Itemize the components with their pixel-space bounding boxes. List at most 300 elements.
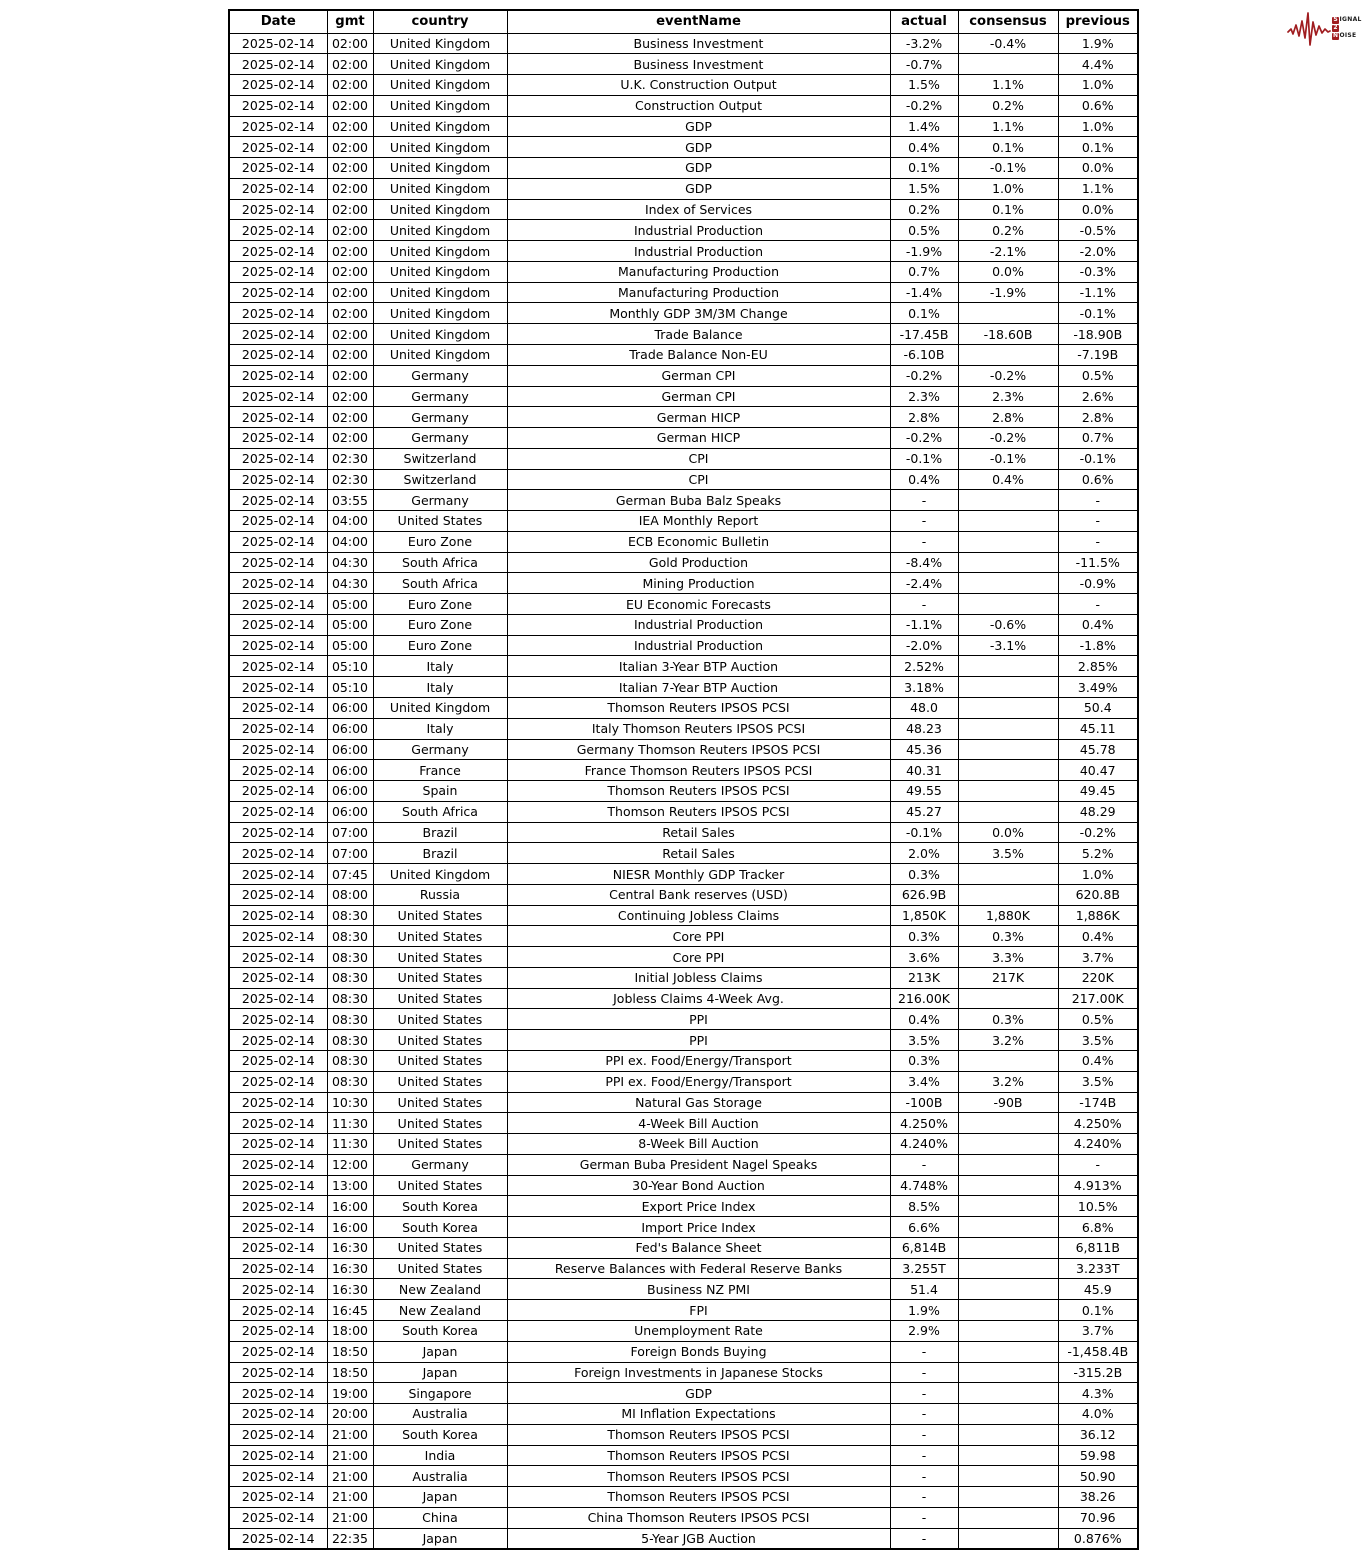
cell-gmt: 02:00 xyxy=(327,324,373,345)
cell-actual: 1.9% xyxy=(890,1300,958,1321)
cell-previous: -0.3% xyxy=(1058,261,1138,282)
cell-previous: 0.1% xyxy=(1058,1300,1138,1321)
cell-previous: 59.98 xyxy=(1058,1445,1138,1466)
cell-date: 2025-02-14 xyxy=(229,718,327,739)
logo-line-2 xyxy=(1332,25,1362,32)
cell-gmt: 02:00 xyxy=(327,75,373,96)
cell-date: 2025-02-14 xyxy=(229,1071,327,1092)
cell-date: 2025-02-14 xyxy=(229,1113,327,1134)
cell-date: 2025-02-14 xyxy=(229,1237,327,1258)
cell-country: Australia xyxy=(373,1404,507,1425)
cell-gmt: 12:00 xyxy=(327,1154,373,1175)
cell-previous: 3.7% xyxy=(1058,1320,1138,1341)
cell-previous: -0.9% xyxy=(1058,573,1138,594)
cell-consensus xyxy=(958,1528,1058,1549)
table-row xyxy=(229,1071,1138,1092)
cell-country: United States xyxy=(373,1113,507,1134)
cell-consensus xyxy=(958,739,1058,760)
cell-country: United Kingdom xyxy=(373,199,507,220)
cell-country: United States xyxy=(373,1258,507,1279)
cell-country: Singapore xyxy=(373,1383,507,1404)
cell-country: Germany xyxy=(373,386,507,407)
cell-previous: -0.1% xyxy=(1058,303,1138,324)
cell-date: 2025-02-14 xyxy=(229,1507,327,1528)
cell-consensus xyxy=(958,656,1058,677)
cell-previous: 4.250% xyxy=(1058,1113,1138,1134)
table-row xyxy=(229,158,1138,179)
cell-actual: -100B xyxy=(890,1092,958,1113)
cell-actual: 1,850K xyxy=(890,905,958,926)
cell-country: United States xyxy=(373,1237,507,1258)
cell-event-name: PPI xyxy=(507,1009,890,1030)
cell-gmt: 05:10 xyxy=(327,677,373,698)
cell-event-name: Business Investment xyxy=(507,54,890,75)
cell-previous: 70.96 xyxy=(1058,1507,1138,1528)
cell-previous: - xyxy=(1058,1154,1138,1175)
cell-consensus xyxy=(958,1279,1058,1300)
table-row xyxy=(229,594,1138,615)
cell-gmt: 18:00 xyxy=(327,1320,373,1341)
cell-consensus xyxy=(958,54,1058,75)
cell-date: 2025-02-14 xyxy=(229,760,327,781)
table-row xyxy=(229,1237,1138,1258)
table-row xyxy=(229,760,1138,781)
table-row xyxy=(229,1051,1138,1072)
cell-event-name: France Thomson Reuters IPSOS PCSI xyxy=(507,760,890,781)
cell-consensus: 0.4% xyxy=(958,469,1058,490)
table-row xyxy=(229,1134,1138,1155)
cell-gmt: 02:00 xyxy=(327,220,373,241)
cell-previous: 0.0% xyxy=(1058,199,1138,220)
cell-consensus xyxy=(958,760,1058,781)
cell-previous: 3.7% xyxy=(1058,947,1138,968)
cell-event-name: Industrial Production xyxy=(507,241,890,262)
cell-gmt: 02:00 xyxy=(327,407,373,428)
cell-gmt: 02:00 xyxy=(327,178,373,199)
cell-event-name: Import Price Index xyxy=(507,1217,890,1238)
cell-previous: 620.8B xyxy=(1058,884,1138,905)
cell-date: 2025-02-14 xyxy=(229,137,327,158)
cell-previous: 0.4% xyxy=(1058,1051,1138,1072)
logo-letterbox-2: 2 xyxy=(1333,24,1338,31)
cell-gmt: 08:30 xyxy=(327,905,373,926)
cell-event-name: MI Inflation Expectations xyxy=(507,1404,890,1425)
cell-gmt: 18:50 xyxy=(327,1341,373,1362)
cell-previous: 217.00K xyxy=(1058,988,1138,1009)
cell-consensus xyxy=(958,1051,1058,1072)
cell-consensus: 0.0% xyxy=(958,822,1058,843)
cell-event-name: Gold Production xyxy=(507,552,890,573)
cell-date: 2025-02-14 xyxy=(229,1196,327,1217)
table-row xyxy=(229,822,1138,843)
cell-gmt: 04:00 xyxy=(327,511,373,532)
cell-event-name: CPI xyxy=(507,469,890,490)
cell-date: 2025-02-14 xyxy=(229,220,327,241)
cell-previous: 49.45 xyxy=(1058,781,1138,802)
cell-previous: 3.233T xyxy=(1058,1258,1138,1279)
cell-event-name: Thomson Reuters IPSOS PCSI xyxy=(507,698,890,719)
cell-country: Brazil xyxy=(373,843,507,864)
cell-consensus: -0.2% xyxy=(958,428,1058,449)
cell-consensus: -0.1% xyxy=(958,448,1058,469)
cell-consensus xyxy=(958,1154,1058,1175)
cell-consensus xyxy=(958,1134,1058,1155)
cell-country: Spain xyxy=(373,781,507,802)
table-row xyxy=(229,116,1138,137)
cell-previous: 3.5% xyxy=(1058,1030,1138,1051)
cell-actual: 3.18% xyxy=(890,677,958,698)
cell-previous: 1,886K xyxy=(1058,905,1138,926)
cell-previous: -18.90B xyxy=(1058,324,1138,345)
cell-gmt: 06:00 xyxy=(327,739,373,760)
cell-gmt: 04:30 xyxy=(327,573,373,594)
cell-consensus: 3.2% xyxy=(958,1071,1058,1092)
cell-event-name: Business NZ PMI xyxy=(507,1279,890,1300)
cell-consensus: -3.1% xyxy=(958,635,1058,656)
cell-consensus: 1.0% xyxy=(958,178,1058,199)
cell-gmt: 16:00 xyxy=(327,1196,373,1217)
economic-calendar-table xyxy=(228,9,1139,1550)
cell-gmt: 04:30 xyxy=(327,552,373,573)
cell-consensus xyxy=(958,864,1058,885)
cell-consensus xyxy=(958,303,1058,324)
cell-event-name: 4-Week Bill Auction xyxy=(507,1113,890,1134)
table-row xyxy=(229,656,1138,677)
cell-gmt: 07:45 xyxy=(327,864,373,885)
table-row xyxy=(229,1030,1138,1051)
cell-date: 2025-02-14 xyxy=(229,1362,327,1383)
cell-consensus xyxy=(958,1237,1058,1258)
cell-country: Russia xyxy=(373,884,507,905)
cell-actual: 48.0 xyxy=(890,698,958,719)
table-row xyxy=(229,1217,1138,1238)
cell-consensus: 0.1% xyxy=(958,199,1058,220)
cell-actual: 2.8% xyxy=(890,407,958,428)
cell-actual: 4.748% xyxy=(890,1175,958,1196)
cell-country: United Kingdom xyxy=(373,137,507,158)
cell-gmt: 03:55 xyxy=(327,490,373,511)
table-row xyxy=(229,1092,1138,1113)
cell-gmt: 08:30 xyxy=(327,947,373,968)
table-body xyxy=(229,33,1138,1549)
cell-consensus xyxy=(958,594,1058,615)
table-row xyxy=(229,469,1138,490)
cell-gmt: 21:00 xyxy=(327,1424,373,1445)
table-row xyxy=(229,1445,1138,1466)
cell-actual: 0.2% xyxy=(890,199,958,220)
cell-date: 2025-02-14 xyxy=(229,33,327,54)
cell-previous: 1.9% xyxy=(1058,33,1138,54)
cell-gmt: 02:30 xyxy=(327,448,373,469)
cell-consensus xyxy=(958,1383,1058,1404)
table-row xyxy=(229,178,1138,199)
cell-country: South Africa xyxy=(373,552,507,573)
cell-event-name: Industrial Production xyxy=(507,635,890,656)
cell-gmt: 21:00 xyxy=(327,1487,373,1508)
cell-country: Japan xyxy=(373,1341,507,1362)
cell-consensus xyxy=(958,1362,1058,1383)
cell-actual: - xyxy=(890,1383,958,1404)
cell-date: 2025-02-14 xyxy=(229,261,327,282)
cell-actual: 0.5% xyxy=(890,220,958,241)
cell-actual: - xyxy=(890,490,958,511)
cell-gmt: 06:00 xyxy=(327,718,373,739)
cell-consensus xyxy=(958,490,1058,511)
logo-letterbox-s: S xyxy=(1333,16,1338,23)
cell-country: United Kingdom xyxy=(373,95,507,116)
cell-consensus: -18.60B xyxy=(958,324,1058,345)
cell-gmt: 05:00 xyxy=(327,635,373,656)
cell-date: 2025-02-14 xyxy=(229,1466,327,1487)
cell-date: 2025-02-14 xyxy=(229,677,327,698)
cell-event-name: German Buba Balz Speaks xyxy=(507,490,890,511)
cell-country: Germany xyxy=(373,407,507,428)
cell-gmt: 05:00 xyxy=(327,614,373,635)
cell-gmt: 08:30 xyxy=(327,967,373,988)
cell-event-name: Industrial Production xyxy=(507,614,890,635)
cell-country: Euro Zone xyxy=(373,531,507,552)
col-header-consensus: consensus xyxy=(958,10,1058,33)
signal2noise-logo xyxy=(1287,9,1362,47)
cell-date: 2025-02-14 xyxy=(229,594,327,615)
cell-consensus: 2.8% xyxy=(958,407,1058,428)
cell-previous: - xyxy=(1058,511,1138,532)
cell-date: 2025-02-14 xyxy=(229,884,327,905)
cell-event-name: NIESR Monthly GDP Tracker xyxy=(507,864,890,885)
table-row xyxy=(229,1466,1138,1487)
waveform-icon xyxy=(1287,9,1331,47)
cell-gmt: 18:50 xyxy=(327,1362,373,1383)
cell-consensus xyxy=(958,801,1058,822)
cell-event-name: CPI xyxy=(507,448,890,469)
cell-consensus xyxy=(958,884,1058,905)
cell-actual: - xyxy=(890,1341,958,1362)
cell-previous: 0.0% xyxy=(1058,158,1138,179)
cell-consensus xyxy=(958,1487,1058,1508)
cell-event-name: Index of Services xyxy=(507,199,890,220)
cell-country: United Kingdom xyxy=(373,75,507,96)
cell-consensus xyxy=(958,1445,1058,1466)
cell-event-name: Trade Balance xyxy=(507,324,890,345)
cell-date: 2025-02-14 xyxy=(229,324,327,345)
cell-actual: 4.240% xyxy=(890,1134,958,1155)
cell-date: 2025-02-14 xyxy=(229,531,327,552)
cell-country: Italy xyxy=(373,718,507,739)
cell-consensus xyxy=(958,1404,1058,1425)
cell-date: 2025-02-14 xyxy=(229,947,327,968)
cell-actual: - xyxy=(890,1507,958,1528)
cell-actual: -6.10B xyxy=(890,344,958,365)
table-row xyxy=(229,1175,1138,1196)
cell-country: South Korea xyxy=(373,1320,507,1341)
cell-previous: -174B xyxy=(1058,1092,1138,1113)
cell-country: Euro Zone xyxy=(373,614,507,635)
cell-country: United Kingdom xyxy=(373,698,507,719)
table-row xyxy=(229,635,1138,656)
cell-consensus: 3.3% xyxy=(958,947,1058,968)
cell-country: United States xyxy=(373,967,507,988)
cell-country: Germany xyxy=(373,490,507,511)
cell-actual: 0.4% xyxy=(890,1009,958,1030)
table-row xyxy=(229,75,1138,96)
cell-country: Italy xyxy=(373,656,507,677)
cell-date: 2025-02-14 xyxy=(229,1528,327,1549)
cell-date: 2025-02-14 xyxy=(229,241,327,262)
table-row xyxy=(229,1258,1138,1279)
cell-event-name: Export Price Index xyxy=(507,1196,890,1217)
table-row xyxy=(229,241,1138,262)
cell-previous: 3.49% xyxy=(1058,677,1138,698)
cell-date: 2025-02-14 xyxy=(229,926,327,947)
cell-gmt: 11:30 xyxy=(327,1113,373,1134)
cell-gmt: 04:00 xyxy=(327,531,373,552)
table-row xyxy=(229,1113,1138,1134)
cell-event-name: Retail Sales xyxy=(507,843,890,864)
cell-date: 2025-02-14 xyxy=(229,552,327,573)
cell-country: United States xyxy=(373,1071,507,1092)
cell-date: 2025-02-14 xyxy=(229,1424,327,1445)
cell-event-name: Manufacturing Production xyxy=(507,261,890,282)
cell-date: 2025-02-14 xyxy=(229,448,327,469)
cell-event-name: Thomson Reuters IPSOS PCSI xyxy=(507,1466,890,1487)
cell-event-name: GDP xyxy=(507,178,890,199)
cell-gmt: 07:00 xyxy=(327,822,373,843)
cell-event-name: Germany Thomson Reuters IPSOS PCSI xyxy=(507,739,890,760)
col-header-gmt: gmt xyxy=(327,10,373,33)
cell-date: 2025-02-14 xyxy=(229,75,327,96)
cell-date: 2025-02-14 xyxy=(229,1134,327,1155)
cell-actual: 2.3% xyxy=(890,386,958,407)
col-header-country: country xyxy=(373,10,507,33)
cell-actual: -0.1% xyxy=(890,448,958,469)
cell-consensus: 0.3% xyxy=(958,926,1058,947)
cell-previous: 4.0% xyxy=(1058,1404,1138,1425)
table-row xyxy=(229,137,1138,158)
logo-text-ignal: IGNAL xyxy=(1339,16,1362,23)
cell-actual: -0.1% xyxy=(890,822,958,843)
cell-country: United Kingdom xyxy=(373,303,507,324)
table-row xyxy=(229,33,1138,54)
cell-event-name: IEA Monthly Report xyxy=(507,511,890,532)
cell-date: 2025-02-14 xyxy=(229,1009,327,1030)
cell-event-name: German HICP xyxy=(507,407,890,428)
cell-date: 2025-02-14 xyxy=(229,95,327,116)
cell-date: 2025-02-14 xyxy=(229,490,327,511)
cell-gmt: 02:00 xyxy=(327,428,373,449)
cell-previous: 3.5% xyxy=(1058,1071,1138,1092)
cell-date: 2025-02-14 xyxy=(229,1279,327,1300)
cell-date: 2025-02-14 xyxy=(229,905,327,926)
cell-date: 2025-02-14 xyxy=(229,656,327,677)
cell-gmt: 02:30 xyxy=(327,469,373,490)
cell-gmt: 02:00 xyxy=(327,261,373,282)
cell-consensus xyxy=(958,531,1058,552)
cell-gmt: 21:00 xyxy=(327,1507,373,1528)
cell-consensus: 0.1% xyxy=(958,137,1058,158)
table-row xyxy=(229,718,1138,739)
table-row xyxy=(229,1362,1138,1383)
cell-actual: 2.9% xyxy=(890,1320,958,1341)
table-row xyxy=(229,303,1138,324)
table-row xyxy=(229,698,1138,719)
cell-event-name: Trade Balance Non-EU xyxy=(507,344,890,365)
cell-actual: 0.3% xyxy=(890,1051,958,1072)
table-row xyxy=(229,781,1138,802)
cell-actual: 2.0% xyxy=(890,843,958,864)
cell-previous: -0.2% xyxy=(1058,822,1138,843)
table-row xyxy=(229,1320,1138,1341)
cell-gmt: 16:45 xyxy=(327,1300,373,1321)
cell-actual: 6.6% xyxy=(890,1217,958,1238)
cell-consensus xyxy=(958,677,1058,698)
cell-gmt: 16:30 xyxy=(327,1279,373,1300)
cell-date: 2025-02-14 xyxy=(229,822,327,843)
cell-actual: 216.00K xyxy=(890,988,958,1009)
cell-consensus xyxy=(958,1113,1058,1134)
col-header-date: Date xyxy=(229,10,327,33)
cell-previous: 1.0% xyxy=(1058,864,1138,885)
table-row xyxy=(229,1383,1138,1404)
cell-country: France xyxy=(373,760,507,781)
cell-country: Japan xyxy=(373,1528,507,1549)
cell-consensus: -0.1% xyxy=(958,158,1058,179)
cell-consensus: 1.1% xyxy=(958,116,1058,137)
cell-date: 2025-02-14 xyxy=(229,54,327,75)
table-row xyxy=(229,1341,1138,1362)
cell-actual: - xyxy=(890,1404,958,1425)
cell-country: New Zealand xyxy=(373,1300,507,1321)
table-row xyxy=(229,199,1138,220)
cell-previous: -1.8% xyxy=(1058,635,1138,656)
cell-previous: 4.913% xyxy=(1058,1175,1138,1196)
cell-previous: 0.876% xyxy=(1058,1528,1138,1549)
waveform-line xyxy=(1288,13,1330,45)
cell-consensus xyxy=(958,1258,1058,1279)
cell-actual: -17.45B xyxy=(890,324,958,345)
cell-actual: 49.55 xyxy=(890,781,958,802)
cell-event-name: Thomson Reuters IPSOS PCSI xyxy=(507,1487,890,1508)
cell-country: India xyxy=(373,1445,507,1466)
cell-country: United Kingdom xyxy=(373,344,507,365)
cell-country: Germany xyxy=(373,365,507,386)
col-header-event-name: eventName xyxy=(507,10,890,33)
cell-gmt: 02:00 xyxy=(327,386,373,407)
table-row xyxy=(229,220,1138,241)
cell-date: 2025-02-14 xyxy=(229,469,327,490)
cell-gmt: 02:00 xyxy=(327,158,373,179)
cell-country: United States xyxy=(373,905,507,926)
cell-previous: - xyxy=(1058,531,1138,552)
cell-event-name: Reserve Balances with Federal Reserve Banks xyxy=(507,1258,890,1279)
cell-actual: 0.1% xyxy=(890,303,958,324)
cell-gmt: 20:00 xyxy=(327,1404,373,1425)
cell-country: United States xyxy=(373,947,507,968)
cell-country: United Kingdom xyxy=(373,116,507,137)
cell-actual: 626.9B xyxy=(890,884,958,905)
cell-previous: 38.26 xyxy=(1058,1487,1138,1508)
cell-consensus xyxy=(958,1341,1058,1362)
cell-gmt: 02:00 xyxy=(327,344,373,365)
cell-country: South Africa xyxy=(373,573,507,594)
cell-country: Italy xyxy=(373,677,507,698)
col-header-previous: previous xyxy=(1058,10,1138,33)
cell-date: 2025-02-14 xyxy=(229,635,327,656)
cell-gmt: 08:30 xyxy=(327,1009,373,1030)
cell-previous: -0.5% xyxy=(1058,220,1138,241)
table-row xyxy=(229,573,1138,594)
cell-date: 2025-02-14 xyxy=(229,843,327,864)
table-row xyxy=(229,1507,1138,1528)
